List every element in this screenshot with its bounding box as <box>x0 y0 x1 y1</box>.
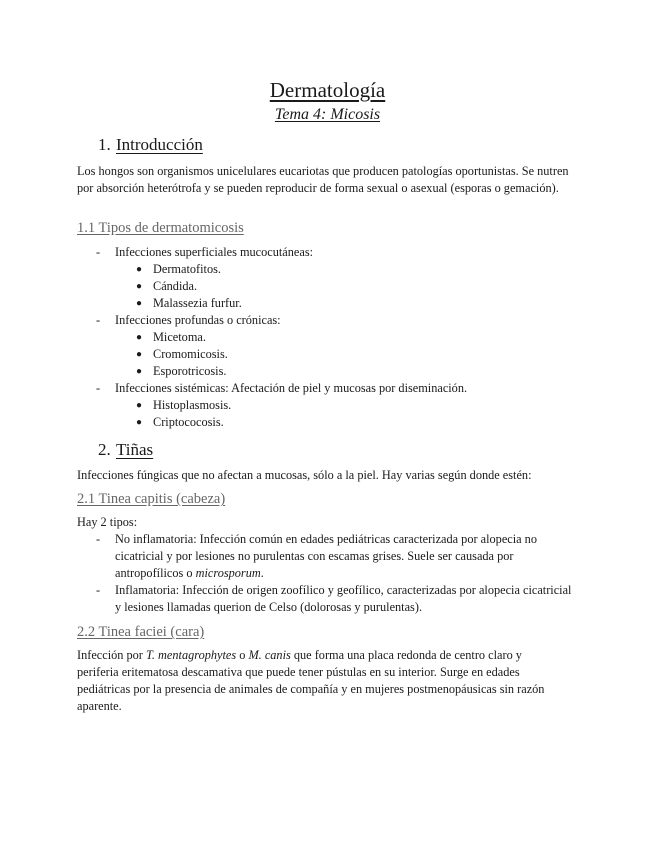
dash-marker: - <box>96 583 101 597</box>
paragraph-text: que forma una placa redonda de centro claro y periferia eritematosa descamativa que puede tener pústulas en su interior. Surge en edades pediátricas por la presencia de animales de compañía y en mujeres postmenopáusicas sin razón aparente. <box>77 648 545 713</box>
sub-list-item-label: Esporotricosis. <box>153 364 227 378</box>
paragraph-text: o <box>236 648 249 662</box>
sub-list-item-label: Histoplasmosis. <box>153 398 232 412</box>
list-item-label: Infecciones profundas o crónicas: <box>115 313 281 327</box>
list-item <box>77 582 572 616</box>
subsection-2-1-heading: 2.1 Tinea capitis (cabeza) <box>77 491 226 507</box>
section-title: Tiñas <box>116 440 154 459</box>
sub-list-item <box>77 278 577 295</box>
sub-list-item <box>77 363 577 380</box>
bullet-icon: ● <box>136 264 143 275</box>
sub-list-item-label: Dermatofitos. <box>153 262 221 276</box>
sub-list-item <box>77 295 577 312</box>
italic-term: T. mentagrophytes <box>145 648 237 662</box>
sub-list-item-label: Micetoma. <box>153 330 206 344</box>
subsection-2-2-heading: 2.2 Tinea faciei (cara) <box>77 624 205 640</box>
dermatomicosis-list <box>77 244 577 431</box>
sub-list-item <box>77 414 577 431</box>
bullet-icon: ● <box>136 281 143 292</box>
list-item <box>77 244 577 261</box>
sub-list-item-label: Cromomicosis. <box>153 347 228 361</box>
list-item-text: No inflamatoria: Infección común en edades pediátricas caracterizada por alopecia no cicatricial y por lesiones no purulentas con escamas grises. Suele ser causada por antropofílicos o <box>115 532 537 580</box>
dash-marker: - <box>96 245 101 259</box>
list-item <box>77 531 572 582</box>
sub-list-item <box>77 329 577 346</box>
paragraph-text: Infección por <box>77 648 146 662</box>
sub-list-item-label: Criptococosis. <box>153 415 224 429</box>
tinea-faciei-paragraph <box>77 647 562 715</box>
bullet-icon: ● <box>136 349 143 360</box>
dash-marker: - <box>96 313 101 327</box>
dash-marker: - <box>96 381 101 395</box>
list-item-end: . <box>260 566 264 580</box>
sub-list-item <box>77 261 577 278</box>
italic-term: microsporum <box>195 566 261 580</box>
bullet-icon: ● <box>136 298 143 309</box>
subsection-1-1-heading: 1.1 Tipos de dermatomicosis <box>77 220 244 236</box>
list-item <box>77 380 577 397</box>
bullet-icon: ● <box>136 366 143 377</box>
section-number: 2. <box>98 440 111 459</box>
list-item-text: Inflamatoria: Infección de origen zoofílico y geofílico, caracterizadas por alopecia cicatricial y lesiones llamadas querion de Celso (dolorosas y purulentas). <box>115 583 572 614</box>
sub-list-item-label: Malassezia furfur. <box>153 296 242 310</box>
document-title: Dermatología <box>269 78 386 102</box>
tinas-paragraph: Infecciones fúngicas que no afectan a mucosas, sólo a la piel. Hay varias según donde estén: <box>77 468 532 482</box>
dash-marker: - <box>96 532 101 546</box>
intro-paragraph: Los hongos son organismos unicelulares eucariotas que producen patologías oportunistas. Se nutren por absorción heterótrofa y se pueden reproducir de forma sexual o asexual (esporas o gemación). <box>77 164 569 195</box>
list-item <box>77 312 577 329</box>
bullet-icon: ● <box>136 417 143 428</box>
section-number: 1. <box>98 135 111 154</box>
tinea-capitis-list <box>77 531 572 616</box>
bullet-icon: ● <box>136 400 143 411</box>
tinea-capitis-intro: Hay 2 tipos: <box>77 515 138 529</box>
sub-list-item <box>77 397 577 414</box>
section-title: Introducción <box>116 135 203 154</box>
italic-term: M. canis <box>248 648 291 662</box>
sub-list-item <box>77 346 577 363</box>
list-item-label: Infecciones sistémicas: Afectación de piel y mucosas por diseminación. <box>115 381 468 395</box>
bullet-icon: ● <box>136 332 143 343</box>
document-subtitle: Tema 4: Micosis <box>274 106 381 123</box>
sub-list-item-label: Cándida. <box>153 279 198 293</box>
list-item-label: Infecciones superficiales mucocutáneas: <box>115 245 314 259</box>
